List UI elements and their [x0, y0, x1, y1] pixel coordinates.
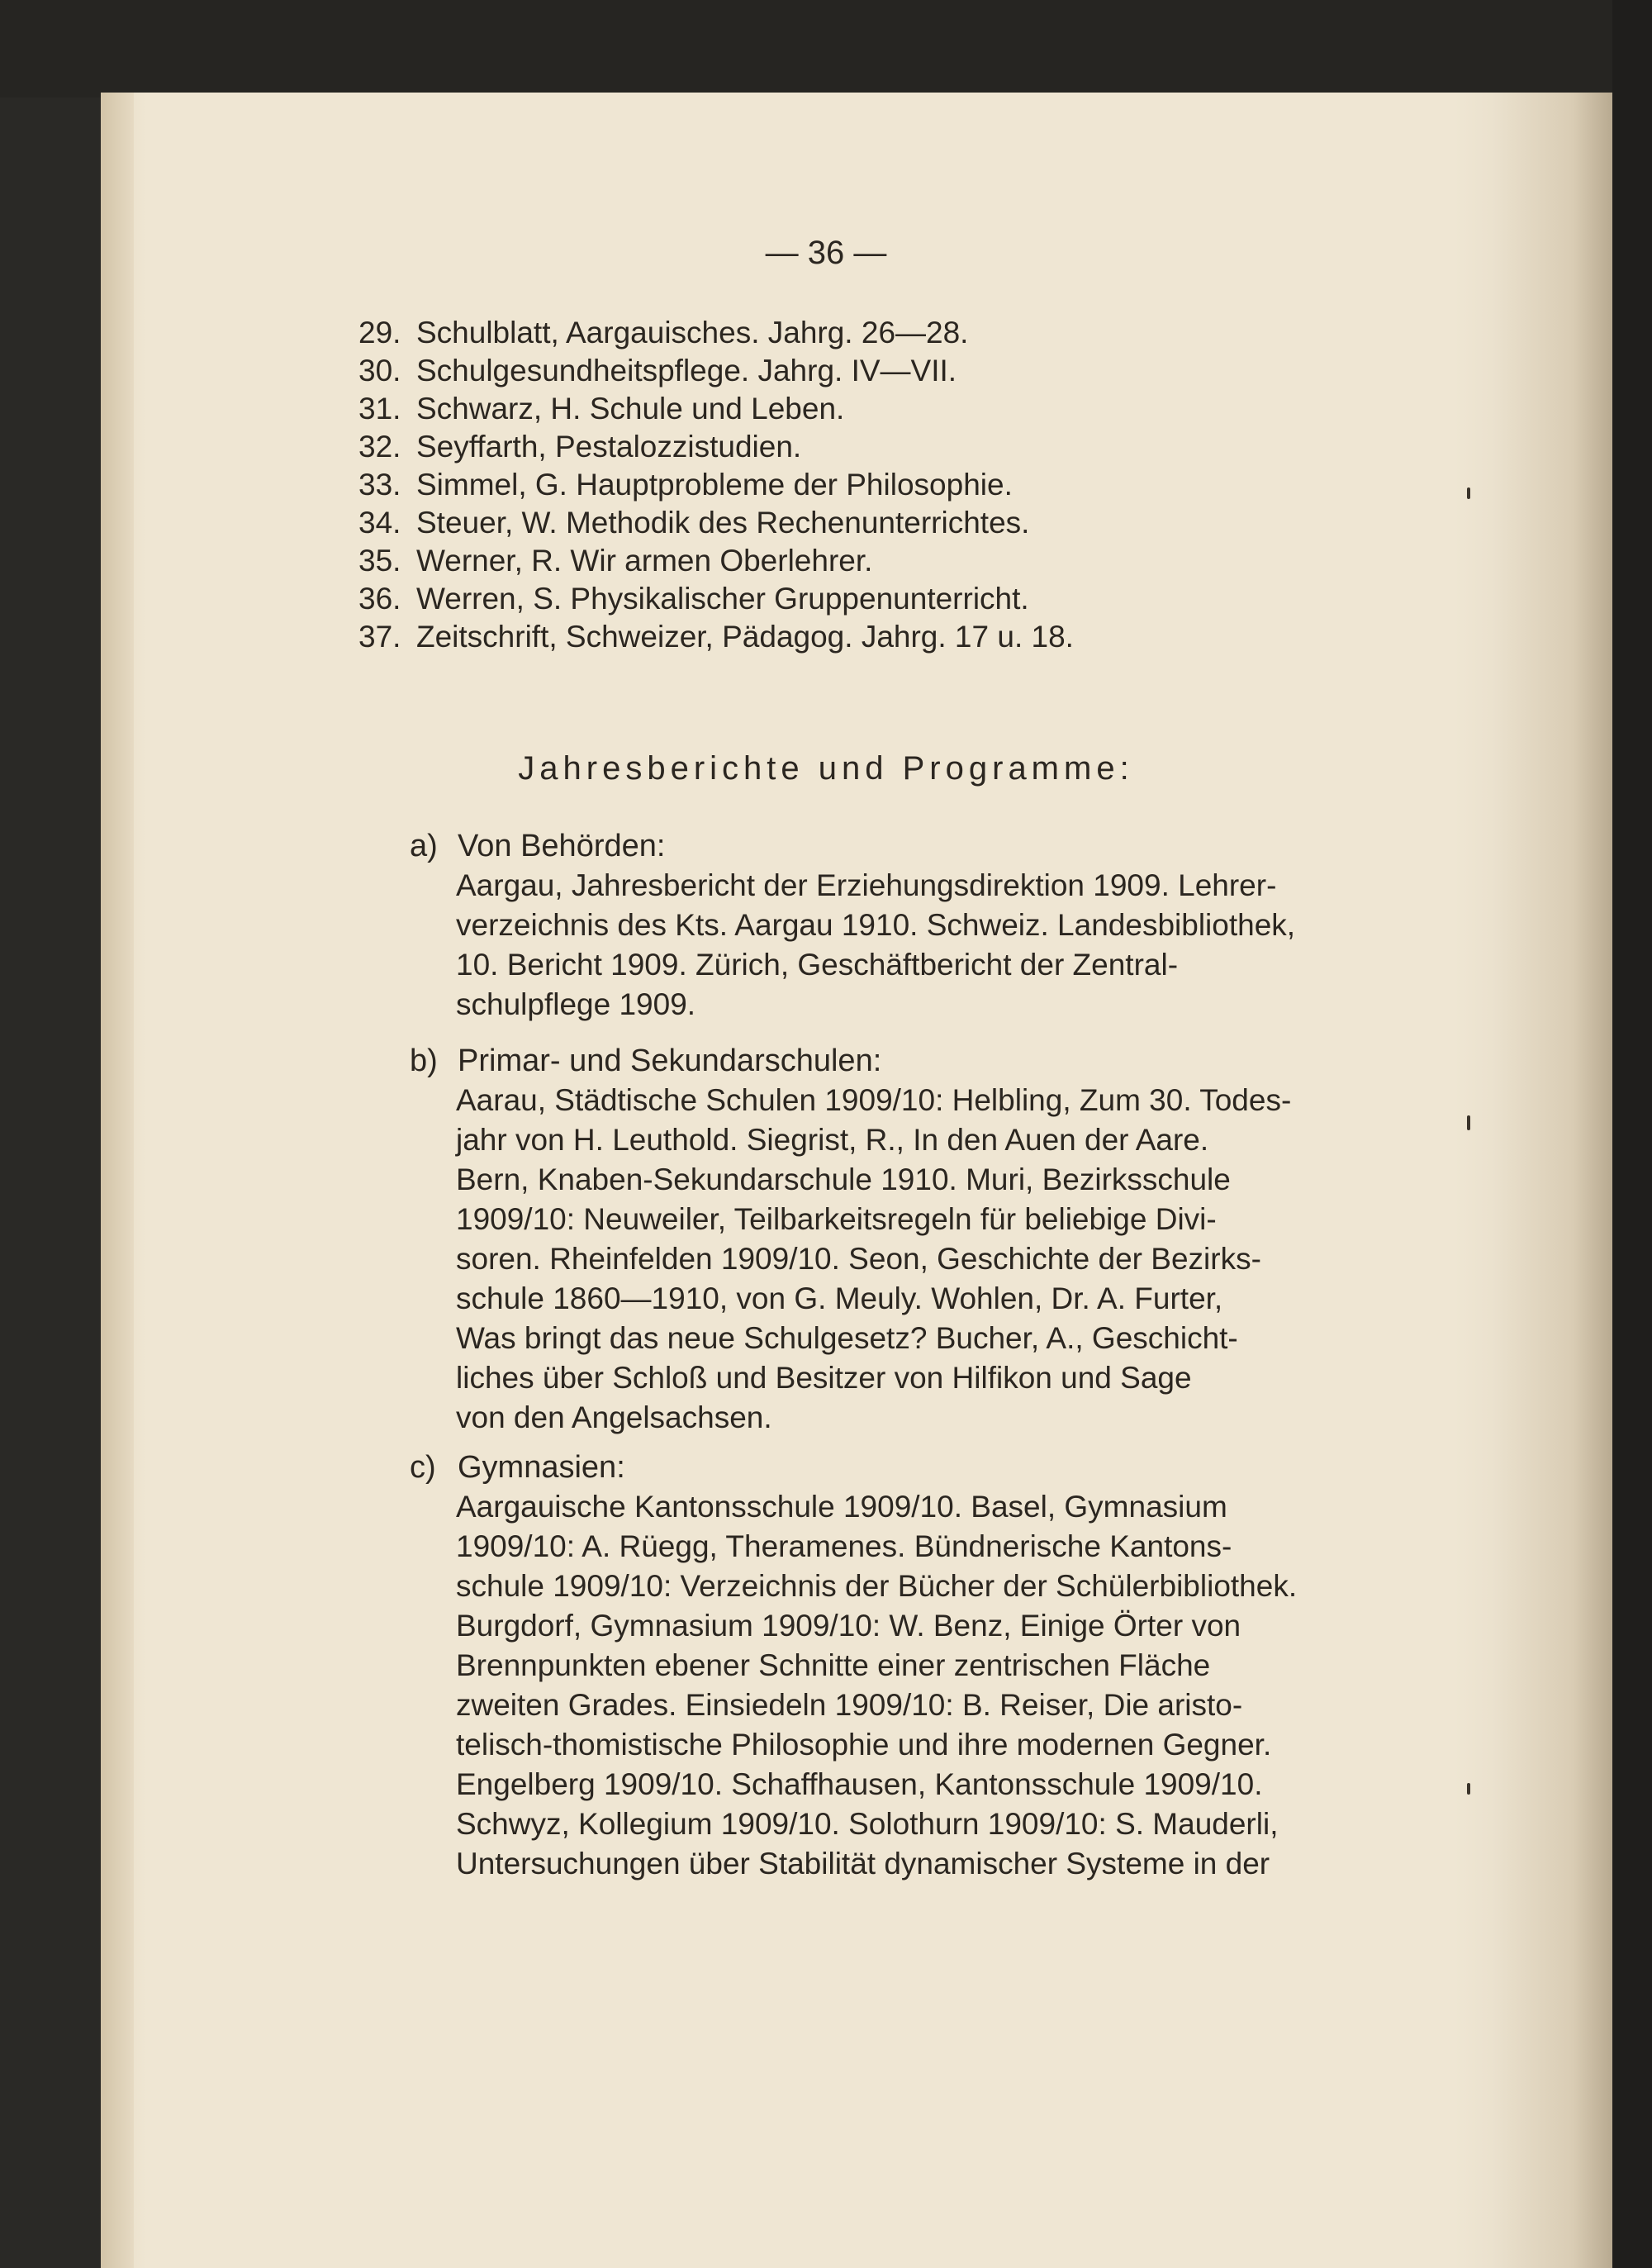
text-line: Aargau, Jahresbericht der Erziehungsdirektion 1909. Lehrer- — [456, 868, 1277, 902]
section-c — [410, 1448, 1310, 1884]
list-item — [358, 466, 1074, 504]
item-text: Simmel, G. Hauptprobleme der Philosophie. — [416, 468, 1013, 502]
list-item — [358, 390, 1074, 428]
text-line: verzeichnis des Kts. Aargau 1910. Schweiz. Landesbibliothek, — [456, 908, 1296, 942]
page-fold-shadow — [1454, 93, 1614, 2268]
section-letter: c) — [410, 1450, 436, 1485]
section-title-text: Primar- und Sekundarschulen: — [458, 1044, 882, 1078]
text-line: telisch-thomistische Philosophie und ihre modernen Gegner. — [456, 1728, 1272, 1762]
text-line: Aargauische Kantonsschule 1909/10. Basel, Gymnasium — [456, 1490, 1227, 1524]
text-line: 1909/10: Neuweiler, Teilbarkeitsregeln für beliebige Divi- — [456, 1202, 1217, 1236]
item-number: 30. — [358, 354, 401, 388]
text-line: schulpflege 1909. — [456, 987, 696, 1021]
list-item — [358, 580, 1074, 618]
text-line: Brennpunkten ebener Schnitte einer zentrischen Fläche — [456, 1648, 1211, 1682]
text-line: liches über Schloß und Besitzer von Hilfikon und Sage — [456, 1361, 1192, 1395]
list-item — [358, 618, 1074, 656]
section-title — [410, 1041, 1310, 1081]
speck — [1467, 1783, 1470, 1795]
item-text: Schulblatt, Aargauisches. Jahrg. 26—28. — [416, 316, 969, 349]
item-number: 33. — [358, 468, 401, 502]
speck — [1467, 1115, 1470, 1130]
section-letter: a) — [410, 829, 438, 863]
item-number: 29. — [358, 316, 401, 349]
scanner-background-right — [1612, 0, 1652, 2268]
section-b — [410, 1041, 1310, 1438]
page-number: — 36 — — [765, 235, 887, 271]
page-gutter — [101, 93, 134, 2268]
item-text: Seyffarth, Pestalozzistudien. — [416, 430, 802, 464]
item-number: 32. — [358, 430, 401, 464]
item-text: Werren, S. Physikalischer Gruppenunterricht. — [416, 582, 1029, 616]
text-line: Bern, Knaben-Sekundarschule 1910. Muri, Bezirksschule — [456, 1163, 1231, 1196]
text-line: von den Angelsachsen. — [456, 1400, 772, 1434]
list-item — [358, 314, 1074, 352]
list-item — [358, 542, 1074, 580]
text-line: 10. Bericht 1909. Zürich, Geschäftbericht der Zentral- — [456, 948, 1179, 982]
list-item — [358, 504, 1074, 542]
section-title — [410, 1448, 1310, 1487]
numbered-bibliography-list — [358, 314, 1074, 656]
item-text: Zeitschrift, Schweizer, Pädagog. Jahrg. 17 u. 18. — [416, 620, 1074, 654]
text-line: Burgdorf, Gymnasium 1909/10: W. Benz, Einige Örter von — [456, 1609, 1241, 1643]
text-line: Aarau, Städtische Schulen 1909/10: Helbling, Zum 30. Todes- — [456, 1083, 1292, 1117]
section-title-text: Gymnasien: — [458, 1450, 625, 1485]
text-line: Untersuchungen über Stabilität dynamischer Systeme in der — [456, 1847, 1270, 1880]
text-line: 1909/10: A. Rüegg, Theramenes. Bündnerische Kantons- — [456, 1529, 1232, 1563]
item-text: Schulgesundheitspflege. Jahrg. IV—VII. — [416, 354, 957, 388]
item-text: Schwarz, H. Schule und Leben. — [416, 392, 845, 426]
item-number: 31. — [358, 392, 401, 426]
item-text: Werner, R. Wir armen Oberlehrer. — [416, 544, 873, 578]
item-number: 34. — [358, 506, 401, 540]
section-title-text: Von Behörden: — [458, 829, 666, 863]
section-a — [410, 826, 1310, 1025]
text-line: Schwyz, Kollegium 1909/10. Solothurn 1909/10: S. Mauderli, — [456, 1807, 1279, 1841]
list-item — [358, 428, 1074, 466]
item-number: 35. — [358, 544, 401, 578]
text-line: Was bringt das neue Schulgesetz? Bucher, A., Geschicht- — [456, 1321, 1238, 1355]
text-line: schule 1860—1910, von G. Meuly. Wohlen, Dr. A. Furter, — [456, 1281, 1223, 1315]
text-line: soren. Rheinfelden 1909/10. Seon, Geschichte der Bezirks- — [456, 1242, 1261, 1276]
item-text: Steuer, W. Methodik des Rechenunterrichtes. — [416, 506, 1030, 540]
speck — [1467, 487, 1470, 499]
section-title — [410, 826, 1310, 866]
text-line: schule 1909/10: Verzeichnis der Bücher der Schülerbibliothek. — [456, 1569, 1298, 1603]
item-number: 37. — [358, 620, 401, 654]
item-number: 36. — [358, 582, 401, 616]
scanner-background-top — [0, 0, 1652, 97]
text-line: jahr von H. Leuthold. Siegrist, R., In den Auen der Aare. — [456, 1123, 1209, 1157]
text-line: zweiten Grades. Einsiedeln 1909/10: B. Reiser, Die aristo- — [456, 1688, 1243, 1722]
text-line: Engelberg 1909/10. Schaffhausen, Kantonsschule 1909/10. — [456, 1767, 1263, 1801]
section-letter: b) — [410, 1044, 438, 1078]
list-item — [358, 352, 1074, 390]
section-heading: Jahresberichte und Programme: — [518, 750, 1134, 787]
